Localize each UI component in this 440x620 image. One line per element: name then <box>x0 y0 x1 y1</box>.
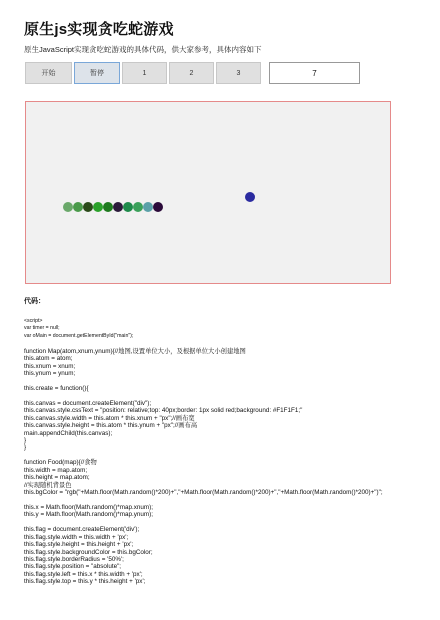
game-board <box>25 101 391 284</box>
code-line: this.ynum = ynum; <box>24 370 76 378</box>
code-line <box>24 392 424 399</box>
code-line: function Map(atom,xnum,ynum){//地图,设置单位大小，及根据单位大小创建地图 <box>24 347 246 355</box>
snake-segment <box>103 202 113 212</box>
code-line <box>24 497 424 504</box>
code-line: this.width = map.atom; <box>24 466 88 474</box>
code-line: this.flag = document.createElement('div'); <box>24 526 140 534</box>
code-line: var oMain = document.getElementById("main"); <box>24 332 134 339</box>
code-line: main.appendChild(this.canvas); <box>24 429 113 437</box>
code-line: this.flag.style.width = this.width + 'px'; <box>24 533 129 541</box>
code-line: function Food(map){//食物 <box>24 459 97 467</box>
intro-text: 原生JavaScript实现贪吃蛇游戏的具体代码，供大家参考，具体内容如下 <box>24 45 262 54</box>
snake-segment <box>113 202 123 212</box>
speed-3-button[interactable]: 3 <box>216 62 261 84</box>
code-line: this.create = function(){ <box>24 384 89 392</box>
food-dot <box>245 192 255 202</box>
code-line: this.flag.style.position = "absolute"; <box>24 563 122 571</box>
snake-segment <box>93 202 103 212</box>
code-block <box>24 318 424 586</box>
score-display: 7 <box>269 62 360 84</box>
code-line: this.y = Math.floor(Math.random()*map.ynum); <box>24 511 153 519</box>
code-line: this.bgColor = "rgb("+Math.floor(Math.random()*200)+","+Math.floor(Math.random()*200)+","+Math.floor(Math.random()*200)+")"; <box>24 489 383 497</box>
code-line <box>24 519 424 526</box>
snake-segment <box>123 202 133 212</box>
code-line: //实现随机背景色 <box>24 481 72 489</box>
code-line: } <box>24 437 27 444</box>
code-line: this.canvas = document.createElement("div"); <box>24 399 152 407</box>
snake-segment <box>143 202 153 212</box>
code-line: this.canvas.style.cssText = "position: relative;top: 40px;border: 1px solid red;background: #F1F1F1;" <box>24 407 303 415</box>
code-line: } <box>24 444 27 452</box>
snake-segment <box>83 202 93 212</box>
code-line: this.flag.style.height = this.height + 'px'; <box>24 541 134 549</box>
code-line: this.canvas.style.width = this.atom * this.xnum + "px";//画布宽 <box>24 414 195 422</box>
code-line: this.x = Math.floor(Math.random()*map.xnum); <box>24 503 153 511</box>
speed-1-button[interactable]: 1 <box>122 62 167 84</box>
code-line: this.atom = atom; <box>24 355 73 363</box>
code-line: <script> <box>24 318 43 324</box>
code-line: this.xnum = xnum; <box>24 362 76 370</box>
code-label: 代码： <box>24 298 45 305</box>
code-line: var timer = null; <box>24 325 60 332</box>
code-line <box>24 340 424 347</box>
pause-button[interactable]: 暂停 <box>74 62 120 84</box>
code-line: this.flag.style.backgroundColor = this.bgColor; <box>24 548 153 556</box>
snake-segment <box>153 202 163 212</box>
code-line: this.canvas.style.height = this.atom * this.ynum + "px";//画布高 <box>24 422 198 430</box>
speed-2-button[interactable]: 2 <box>169 62 214 84</box>
code-line: this.flag.style.left = this.x * this.width + 'px'; <box>24 570 143 578</box>
code-line <box>24 378 424 385</box>
code-line: this.height = map.atom; <box>24 474 90 482</box>
snake-segment <box>73 202 83 212</box>
start-button[interactable]: 开始 <box>25 62 72 84</box>
snake-segment <box>133 202 143 212</box>
page-title: 原生js实现贪吃蛇游戏 <box>24 21 174 38</box>
code-line: this.flag.style.borderRadius = '50%'; <box>24 556 124 563</box>
snake-segment <box>63 202 73 212</box>
code-line: this.flag.style.top = this.y * this.height + 'px'; <box>24 578 146 586</box>
